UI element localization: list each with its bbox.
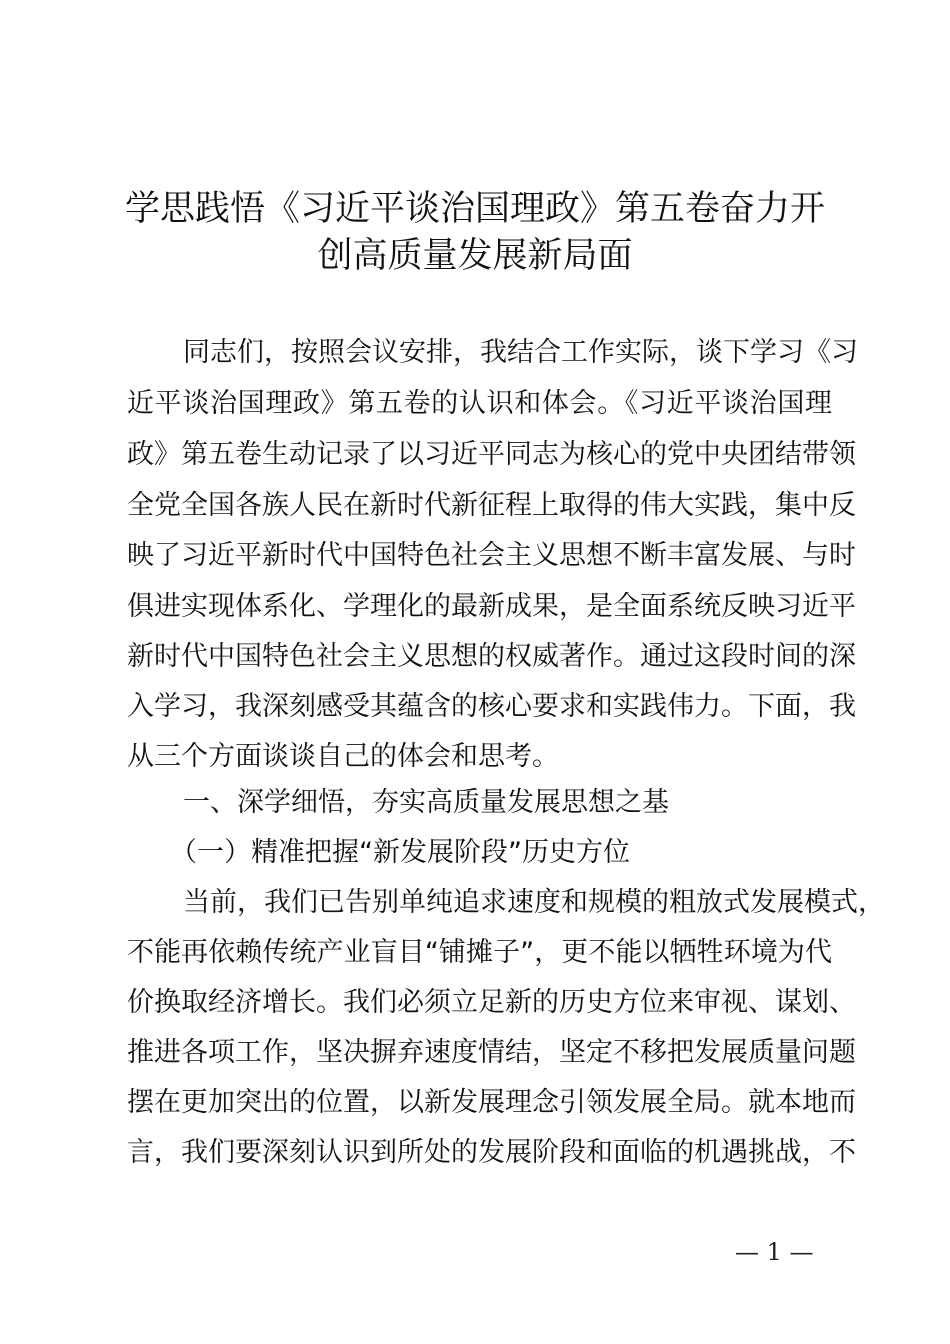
paragraph-line: 新时代中国特色社会主义思想的权威著作。通过这段时间的深 (127, 641, 856, 672)
document-title-line-2: 创高质量发展新局面 (317, 236, 633, 276)
paragraph-line: 政》第五卷生动记录了以习近平同志为核心的党中央团结带领 (127, 439, 856, 470)
paragraph-line: 全党全国各族人民在新时代新征程上取得的伟大实践，集中反 (127, 490, 856, 521)
paragraph-line: 同志们，按照会议安排，我结合工作实际，谈下学习《习 (183, 337, 858, 368)
paragraph-line: 言，我们要深刻认识到所处的发展阶段和面临的机遇挑战，不 (127, 1137, 856, 1168)
paragraph-line: 从三个方面谈谈自己的体会和思考。 (127, 741, 559, 772)
paragraph-line: 当前，我们已告别单纯追求速度和规模的粗放式发展模式， (183, 887, 885, 918)
document-title-line-1: 学思践悟《习近平谈治国理政》第五卷奋力开 (124, 189, 825, 229)
paragraph-line: 推进各项工作，坚决摒弃速度情结，坚定不移把发展质量问题 (127, 1037, 856, 1068)
paragraph-line: 价换取经济增长。我们必须立足新的历史方位来审视、谋划、 (127, 987, 856, 1018)
section-heading: 一、深学细悟，夯实高质量发展思想之基 (183, 787, 669, 818)
paragraph-line: 摆在更加突出的位置，以新发展理念引领发展全局。就本地而 (127, 1087, 856, 1118)
paragraph-line: 不能再依赖传统产业盲目“铺摊子”，更不能以牺牲环境为代 (127, 937, 832, 968)
paragraph-line: 近平谈治国理政》第五卷的认识和体会。《习近平谈治国理 (127, 388, 832, 419)
subsection-heading: （一）精准把握“新发展阶段”历史方位 (170, 837, 630, 868)
page-number: — 1 — (735, 1238, 814, 1266)
paragraph-line: 入学习，我深刻感受其蕴含的核心要求和实践伟力。下面，我 (127, 691, 856, 722)
paragraph-line: 俱进实现体系化、学理化的最新成果，是全面系统反映习近平 (127, 591, 856, 622)
paragraph-line: 映了习近平新时代中国特色社会主义思想不断丰富发展、与时 (127, 540, 856, 571)
